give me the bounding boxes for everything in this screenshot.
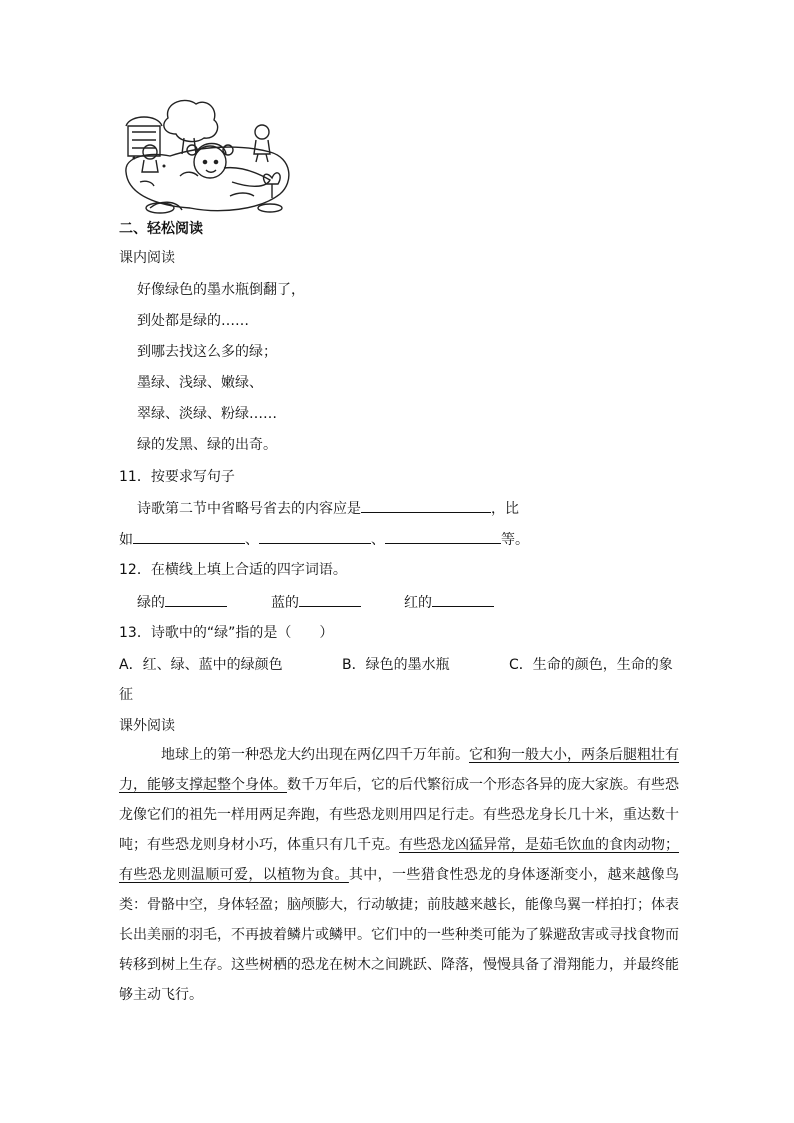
separator: 、: [245, 532, 259, 548]
answer-blank[interactable]: [299, 592, 361, 607]
in-class-reading-label: 课内阅读: [119, 250, 175, 266]
question-12-label: 绿的: [137, 595, 165, 611]
underlined-sentence: 有些恐龙凶猛异常，是茹毛饮血的食肉动物；有些恐龙则温顺可爱，以植物为食。: [119, 837, 679, 883]
answer-blank[interactable]: [432, 592, 494, 607]
question-12-item: [404, 592, 494, 613]
question-11-line-1: [137, 498, 519, 519]
poem-line: 好像绿色的墨水瓶倒翻了，: [137, 282, 305, 298]
extra-reading-label: 课外阅读: [119, 718, 175, 734]
question-12-label: 蓝的: [271, 595, 299, 611]
question-12-label: 红的: [404, 595, 432, 611]
question-11-text: 等。: [501, 532, 529, 548]
reading-passage: [119, 740, 679, 1010]
question-13-title: 13．诗歌中的“绿”指的是（ ）: [119, 625, 334, 641]
poem-line: 翠绿、淡绿、粉绿……: [137, 406, 277, 422]
question-12-item: [137, 592, 227, 613]
question-11-line-2: [119, 529, 529, 550]
section-title: 二、轻松阅读: [119, 221, 203, 237]
question-12-item: [271, 592, 361, 613]
girl-by-pond-illustration: [120, 96, 296, 220]
poem-line: 到处都是绿的……: [137, 313, 249, 329]
poem-line: 到哪去找这么多的绿；: [137, 344, 277, 360]
option-b[interactable]: B．绿色的墨水瓶: [342, 657, 450, 673]
answer-blank[interactable]: [259, 529, 371, 544]
question-11-text: 诗歌第二节中省略号省去的内容应是: [137, 501, 361, 517]
answer-blank[interactable]: [165, 592, 227, 607]
passage-sentence: 数千万年后，它的后代繁衍成一个形态各异的庞大家族。有些恐龙像它们的祖先一样用两足奔跑，有些恐龙则用四足行走。有些恐龙身长几十米，重达数十吨；有些恐龙则身材小巧，体重只有几千克。: [119, 777, 679, 853]
question-11-text: ，比: [491, 501, 519, 517]
poem-line: 墨绿、浅绿、嫩绿、: [137, 375, 263, 391]
passage-sentence: 其中，一些猎食性恐龙的身体逐渐变小，越来越像鸟类：骨骼中空，身体轻盈；脑颅膨大，行动敏捷；前肢越来越长，能像鸟翼一样拍打；体表长出美丽的羽毛，不再披着鳞片或鳞甲。它们中的一些种类可能为了躲避敌害或寻找食物而转移到树上生存。这些树栖的恐龙在树木之间跳跃、降落，慢慢具备了滑翔能力，并最终能够主动飞行。: [119, 867, 680, 1003]
answer-blank[interactable]: [385, 529, 501, 544]
passage-paragraph: [119, 740, 679, 1010]
answer-blank[interactable]: [133, 529, 245, 544]
option-c-continued: 征: [119, 687, 133, 703]
option-a[interactable]: A．红、绿、蓝中的绿颜色: [119, 657, 283, 673]
question-12-title: 12．在横线上填上合适的四字词语。: [119, 562, 347, 578]
question-11-title: 11．按要求写句子: [119, 469, 235, 485]
underlined-sentence: 它和狗一般大小，两条后腿粗壮有力，能够支撑起整个身体。: [119, 747, 679, 793]
answer-blank[interactable]: [361, 498, 491, 513]
option-c[interactable]: C．生命的颜色，生命的象: [509, 657, 673, 673]
passage-sentence: 地球上的第一种恐龙大约出现在两亿四千万年前。: [161, 747, 469, 763]
separator: 、: [371, 532, 385, 548]
question-11-text: 如: [119, 532, 133, 548]
poem-line: 绿的发黑、绿的出奇。: [137, 437, 277, 453]
